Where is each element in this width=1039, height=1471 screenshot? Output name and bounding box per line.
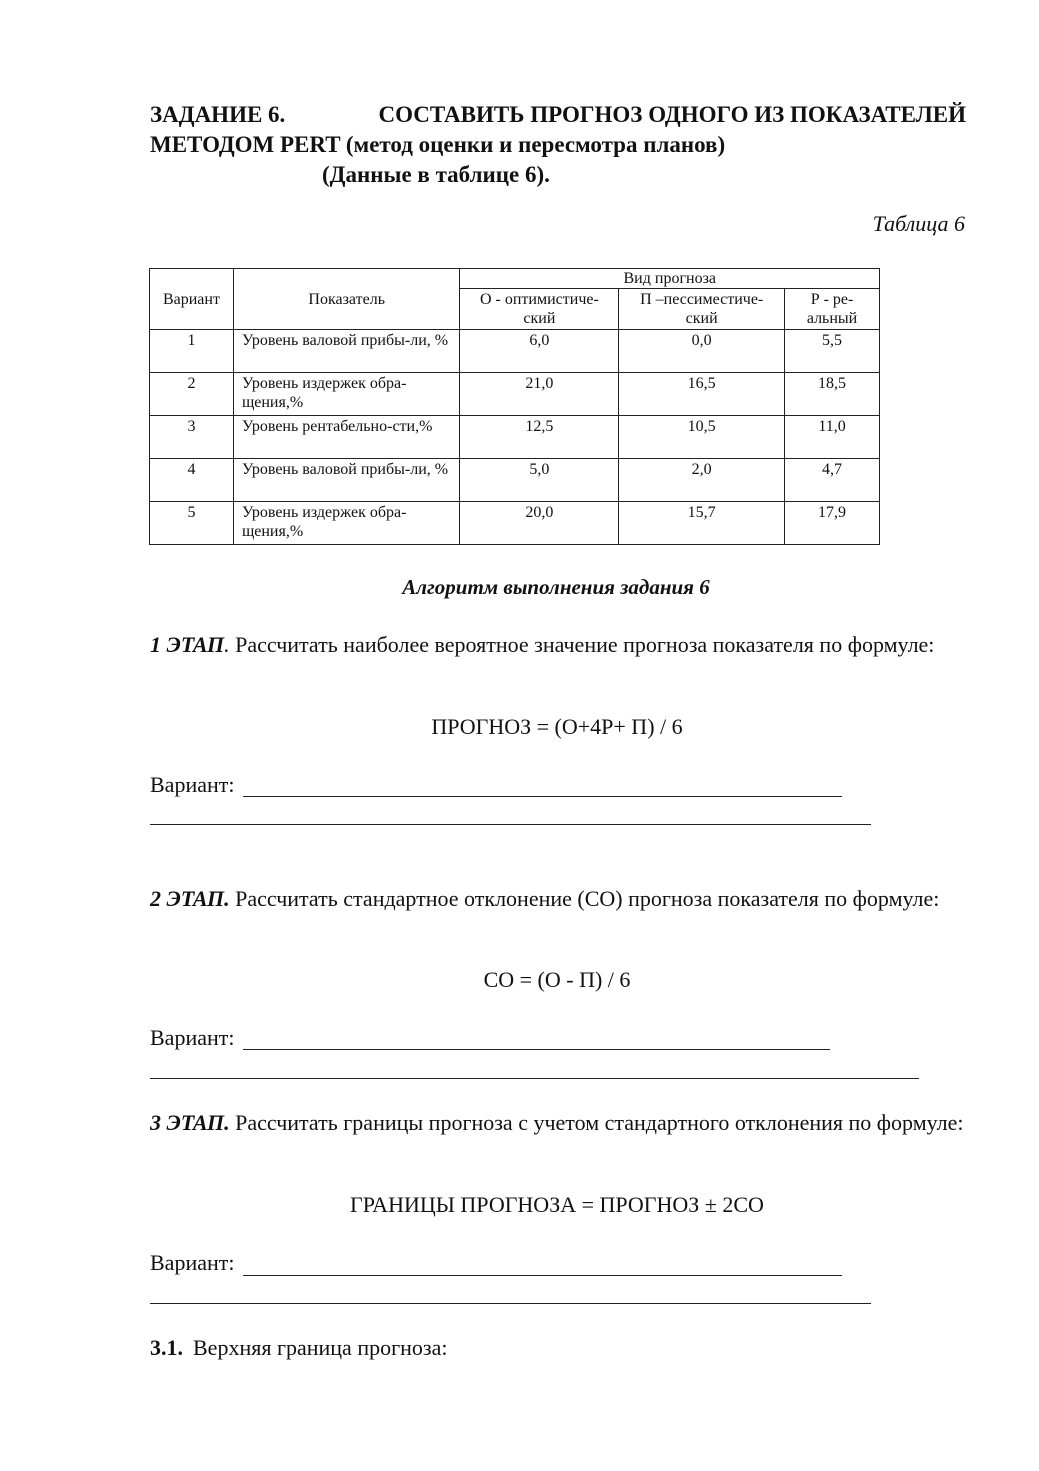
stage-2-variant-label: Вариант: xyxy=(150,1025,235,1050)
cell-indicator: Уровень валовой прибы-ли, % xyxy=(233,330,460,373)
stage-1-paragraph xyxy=(150,630,966,659)
cell-indicator: Уровень валовой прибы-ли, % xyxy=(233,459,460,502)
stage-2-answer-line[interactable] xyxy=(243,1049,830,1050)
cell-optimistic: 20,0 xyxy=(460,502,619,545)
task-title-text: СОСТАВИТЬ ПРОГНОЗ ОДНОГО ИЗ ПОКАЗАТЕЛЕЙ xyxy=(378,102,966,127)
header-variant: Вариант xyxy=(150,269,234,330)
substage-number: 3.1. xyxy=(150,1335,183,1360)
cell-real: 11,0 xyxy=(785,416,880,459)
stage-3-formula: ГРАНИЦЫ ПРОГНОЗА = ПРОГНОЗ ± 2СО xyxy=(350,1192,764,1217)
cell-variant: 1 xyxy=(150,330,234,373)
cell-pessimistic: 2,0 xyxy=(619,459,785,502)
stage-1-label: 1 ЭТАП xyxy=(150,632,225,657)
header-optimistic: О - оптимистиче-ский xyxy=(460,289,619,330)
header-pessimistic: П –пессиместиче-ский xyxy=(619,289,785,330)
cell-optimistic: 5,0 xyxy=(460,459,619,502)
cell-indicator: Уровень издержек обра-щения,% xyxy=(233,502,460,545)
task-title-line-3: (Данные в таблице 6). xyxy=(322,162,550,187)
forecast-data-table xyxy=(149,268,880,545)
stage-3-answer-line[interactable] xyxy=(243,1275,842,1276)
task-title-line-2: МЕТОДОМ PERT (метод оценки и пересмотра планов) xyxy=(150,132,726,157)
cell-pessimistic: 10,5 xyxy=(619,416,785,459)
stage-1-answer-line[interactable] xyxy=(243,796,842,797)
cell-optimistic: 6,0 xyxy=(460,330,619,373)
stage-3-variant-label: Вариант: xyxy=(150,1250,235,1275)
stage-1-answer-line-2[interactable] xyxy=(150,824,871,825)
stage-3-label: 3 ЭТАП. xyxy=(150,1110,230,1135)
cell-real: 5,5 xyxy=(785,330,880,373)
cell-pessimistic: 0,0 xyxy=(619,330,785,373)
cell-pessimistic: 15,7 xyxy=(619,502,785,545)
substage-text: Верхняя граница прогноза: xyxy=(193,1335,448,1360)
stage-2-text: Рассчитать стандартное отклонение (СО) прогноза показателя по формуле: xyxy=(229,886,940,911)
stage-1-formula: ПРОГНОЗ = (О+4Р+ П) / 6 xyxy=(431,714,683,739)
header-indicator: Показатель xyxy=(233,269,460,330)
header-forecast-type: Вид прогноза xyxy=(460,269,880,289)
cell-indicator: Уровень рентабельно-сти,% xyxy=(233,416,460,459)
stage-2-label: 2 ЭТАП. xyxy=(150,886,230,911)
substage-3-1 xyxy=(150,1335,447,1361)
table-row xyxy=(150,502,880,545)
cell-real: 18,5 xyxy=(785,373,880,416)
cell-indicator: Уровень издержек обра-щения,% xyxy=(233,373,460,416)
cell-optimistic: 21,0 xyxy=(460,373,619,416)
task-number: ЗАДАНИЕ 6. xyxy=(150,102,286,127)
stage-2-paragraph xyxy=(150,884,966,913)
stage-1-label-dot: . xyxy=(224,632,230,657)
stage-3-paragraph xyxy=(150,1108,966,1137)
cell-variant: 5 xyxy=(150,502,234,545)
stage-2-formula: СО = (О - П) / 6 xyxy=(483,967,631,992)
cell-real: 17,9 xyxy=(785,502,880,545)
table-row xyxy=(150,459,880,502)
table-row xyxy=(150,330,880,373)
cell-variant: 4 xyxy=(150,459,234,502)
algorithm-heading: Алгоритм выполнения задания 6 xyxy=(402,575,710,599)
stage-3-text: Рассчитать границы прогноза с учетом стандартного отклонения по формуле: xyxy=(229,1110,964,1135)
cell-optimistic: 12,5 xyxy=(460,416,619,459)
stage-3-answer-line-2[interactable] xyxy=(150,1303,871,1304)
table-row xyxy=(150,416,880,459)
table-caption: Таблица 6 xyxy=(872,211,965,236)
stage-1-text: Рассчитать наиболее вероятное значение прогноза показателя по формуле: xyxy=(229,632,935,657)
stage-1-variant-label: Вариант: xyxy=(150,772,235,797)
cell-variant: 3 xyxy=(150,416,234,459)
table-row xyxy=(150,373,880,416)
cell-pessimistic: 16,5 xyxy=(619,373,785,416)
cell-variant: 2 xyxy=(150,373,234,416)
header-real: Р - ре-альный xyxy=(785,289,880,330)
cell-real: 4,7 xyxy=(785,459,880,502)
stage-2-answer-line-2[interactable] xyxy=(150,1078,919,1079)
